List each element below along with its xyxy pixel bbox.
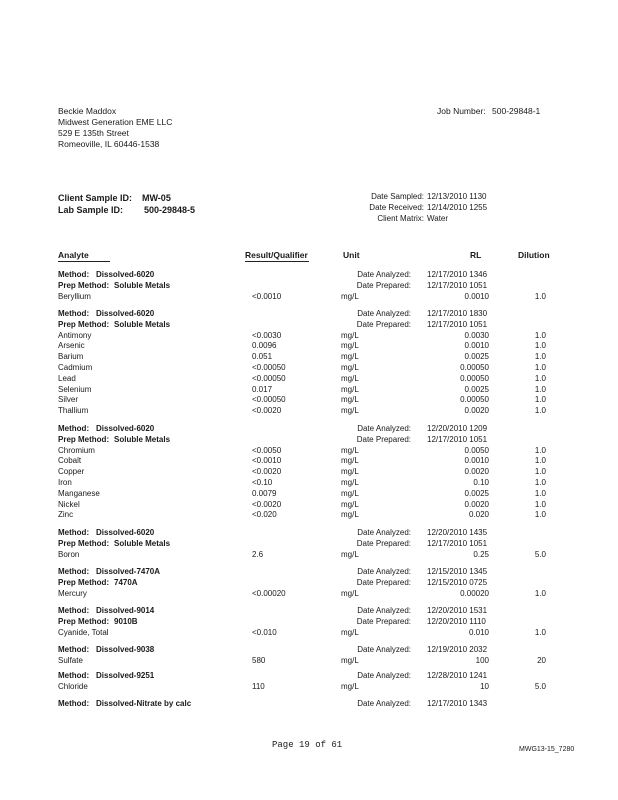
analyte-row: [58, 341, 558, 352]
reporting-limit: 0.0050: [464, 445, 489, 455]
dilution-value: 1.0: [534, 588, 546, 598]
dilution-value: 1.0: [534, 467, 546, 477]
date-analyzed-label: Date Analyzed:: [357, 567, 411, 576]
dilution-value: 1.0: [534, 510, 546, 520]
prep-method-value: Soluble Metals: [114, 319, 171, 329]
method-value: Dissolved-6020: [96, 270, 155, 279]
analyte-row: [58, 589, 558, 600]
analyte-row: [58, 467, 558, 478]
date-analyzed-value: 12/20/2010 1531: [427, 606, 488, 615]
date-prepared-label: Date Prepared:: [356, 280, 411, 290]
dilution-value: 1.0: [534, 341, 546, 351]
prep-method-label: Prep Method:: [58, 434, 110, 444]
method-value: Dissolved-Nitrate by calc: [96, 699, 192, 708]
result-value: <0.0020: [252, 499, 282, 509]
client-street: 529 E 135th Street: [58, 128, 129, 138]
method-line: [58, 606, 558, 617]
client-sample-id-label: Client Sample ID:: [58, 193, 133, 203]
result-value: 0.051: [252, 352, 273, 362]
analyte-name: Boron: [58, 549, 80, 559]
analyte-row: [58, 385, 558, 396]
date-analyzed-label: Date Analyzed:: [357, 645, 411, 654]
result-value: 2.6: [252, 549, 264, 559]
method-line: [58, 309, 558, 320]
unit-value: mg/L: [341, 549, 359, 559]
analyte-row: [58, 446, 558, 457]
unit-value: mg/L: [341, 477, 359, 487]
date-prepared-label: Date Prepared:: [356, 319, 411, 329]
date-analyzed-label: Date Analyzed:: [357, 699, 411, 708]
date-prepared-label: Date Prepared:: [356, 538, 411, 548]
analyte-name: Selenium: [58, 384, 92, 394]
prep-method-value: Soluble Metals: [114, 434, 171, 444]
analyte-name: Cobalt: [58, 456, 82, 466]
result-value: 0.0079: [252, 488, 277, 498]
unit-value: mg/L: [341, 352, 359, 362]
method-group: [58, 270, 558, 302]
unit-value: mg/L: [341, 330, 359, 340]
header-rule: [58, 261, 110, 262]
unit-value: mg/L: [341, 341, 359, 351]
col-rl: RL: [470, 250, 482, 260]
date-prepared-value: 12/17/2010 1051: [427, 434, 488, 444]
method-group: [58, 645, 558, 667]
result-value: 0.017: [252, 384, 273, 394]
reporting-limit: 0.00050: [460, 373, 489, 383]
analyte-name: Copper: [58, 467, 85, 477]
reporting-limit: 0.00050: [460, 362, 489, 372]
dilution-value: 1.0: [534, 627, 546, 637]
dilution-value: 1.0: [534, 330, 546, 340]
method-group: [58, 671, 558, 693]
col-unit: Unit: [343, 250, 360, 260]
reporting-limit: 0.0020: [464, 406, 489, 416]
analyte-row: [58, 489, 558, 500]
result-value: <0.020: [252, 510, 277, 520]
result-value: 580: [252, 655, 266, 665]
date-sampled-label: Date Sampled:: [371, 192, 424, 201]
prep-line: [58, 617, 558, 628]
method-group: [58, 606, 558, 638]
result-value: <0.00020: [252, 588, 286, 598]
prep-method-label: Prep Method:: [58, 280, 110, 290]
col-analyte: Analyte: [58, 250, 89, 260]
date-analyzed-value: 12/20/2010 1435: [427, 528, 488, 537]
analyte-row: [58, 352, 558, 363]
prep-method-label: Prep Method:: [58, 616, 110, 626]
method-group: [58, 528, 558, 560]
prep-method-label: Prep Method:: [58, 319, 110, 329]
date-analyzed-label: Date Analyzed:: [357, 424, 411, 433]
analyte-name: Beryllium: [58, 291, 91, 301]
method-line: [58, 528, 558, 539]
lab-sample-id: [58, 204, 196, 216]
date-prepared-value: 12/17/2010 1051: [427, 280, 488, 290]
date-prepared-value: 12/20/2010 1110: [427, 616, 486, 626]
unit-value: mg/L: [341, 395, 359, 405]
analyte-name: Barium: [58, 352, 84, 362]
date-analyzed-value: 12/28/2010 1241: [427, 671, 488, 680]
reporting-limit: 0.0025: [464, 352, 489, 362]
unit-value: mg/L: [341, 456, 359, 466]
date-analyzed-label: Date Analyzed:: [357, 270, 411, 279]
unit-value: mg/L: [341, 681, 359, 691]
prep-line: [58, 578, 558, 589]
client-city: Romeoville, IL 60446-1538: [58, 139, 160, 149]
result-value: <0.0030: [252, 330, 282, 340]
dilution-value: 1.0: [534, 406, 546, 416]
method-group: [58, 309, 558, 417]
analyte-row: [58, 500, 558, 511]
analyte-name: Zinc: [58, 510, 74, 520]
date-sampled-value: 12/13/2010 1130: [427, 192, 487, 201]
analyte-row: [58, 292, 558, 303]
method-group: [58, 567, 558, 599]
client-company: Midwest Generation EME LLC: [58, 117, 173, 127]
method-label: Method:: [58, 699, 90, 708]
result-value: 110: [252, 681, 265, 691]
analyte-row: [58, 656, 558, 667]
method-value: Dissolved-7470A: [96, 567, 161, 576]
result-value: <0.0020: [252, 406, 282, 416]
date-analyzed-label: Date Analyzed:: [357, 671, 411, 680]
prep-line: [58, 435, 558, 446]
method-value: Dissolved-9038: [96, 645, 155, 654]
method-line: [58, 699, 558, 710]
analyte-name: Mercury: [58, 588, 87, 598]
reporting-limit: 0.020: [468, 510, 489, 520]
method-value: Dissolved-6020: [96, 528, 155, 537]
method-group: [58, 424, 558, 521]
result-value: <0.0050: [252, 445, 282, 455]
unit-value: mg/L: [341, 445, 359, 455]
prep-method-label: Prep Method:: [58, 577, 110, 587]
date-analyzed-value: 12/17/2010 1346: [427, 270, 488, 279]
analyte-name: Sulfate: [58, 655, 83, 665]
reporting-limit: 0.010: [468, 627, 489, 637]
result-value: <0.0020: [252, 467, 282, 477]
client-matrix-value: Water: [427, 213, 449, 223]
result-value: <0.00050: [252, 395, 286, 405]
lab-sample-id-label: Lab Sample ID:: [58, 205, 124, 215]
job-number: [437, 106, 540, 116]
date-analyzed-value: 12/19/2010 2032: [427, 645, 488, 654]
analyte-name: Thallium: [58, 406, 89, 416]
method-line: [58, 270, 558, 281]
result-value: <0.00050: [252, 373, 286, 383]
analyte-row: [58, 456, 558, 467]
analyte-row: [58, 510, 558, 521]
analyte-row: [58, 478, 558, 489]
reporting-limit: 0.0030: [464, 330, 489, 340]
unit-value: mg/L: [341, 373, 359, 383]
method-label: Method:: [58, 567, 90, 576]
dilution-value: 1.0: [534, 373, 546, 383]
analyte-name: Cyanide, Total: [58, 627, 109, 637]
unit-value: mg/L: [341, 291, 359, 301]
analyte-name: Chromium: [58, 445, 95, 455]
date-analyzed-label: Date Analyzed:: [357, 528, 411, 537]
date-prepared-value: 12/17/2010 1051: [427, 319, 488, 329]
client-address: [58, 106, 172, 150]
dilution-value: 1.0: [534, 456, 546, 466]
unit-value: mg/L: [341, 588, 359, 598]
reporting-limit: 0.0010: [464, 456, 489, 466]
date-received-value: 12/14/2010 1255: [427, 202, 488, 212]
result-value: <0.0010: [252, 291, 282, 301]
reporting-limit: 0.0025: [464, 384, 489, 394]
analyte-name: Iron: [58, 477, 72, 487]
dilution-value: 1.0: [534, 477, 546, 487]
prep-method-value: 7470A: [114, 577, 138, 587]
client-sample-id: [58, 192, 171, 204]
unit-value: mg/L: [341, 384, 359, 394]
client-matrix-label: Client Matrix:: [377, 213, 424, 223]
method-label: Method:: [58, 424, 90, 433]
analyte-row: [58, 374, 558, 385]
job-number-label: Job Number:: [437, 106, 486, 116]
date-analyzed-value: 12/17/2010 1343: [427, 699, 488, 708]
unit-value: mg/L: [341, 627, 359, 637]
result-value: <0.0010: [252, 456, 282, 466]
date-prepared-label: Date Prepared:: [356, 577, 411, 587]
reporting-limit: 0.0020: [464, 499, 489, 509]
dilution-value: 1.0: [534, 384, 546, 394]
method-line: [58, 567, 558, 578]
col-result: Result/Qualifier: [245, 250, 308, 260]
analyte-row: [58, 406, 558, 417]
col-dilution: Dilution: [518, 250, 550, 260]
date-prepared-value: 12/17/2010 1051: [427, 538, 488, 548]
page-number: Page 19 of 61: [272, 740, 343, 750]
prep-method-label: Prep Method:: [58, 538, 110, 548]
method-line: [58, 645, 558, 656]
reporting-limit: 0.0010: [464, 291, 489, 301]
dilution-value: 1.0: [534, 445, 546, 455]
analyte-name: Cadmium: [58, 362, 93, 372]
unit-value: mg/L: [341, 406, 359, 416]
analyte-name: Arsenic: [58, 341, 85, 351]
date-prepared-label: Date Prepared:: [356, 434, 411, 444]
dilution-value: 1.0: [534, 499, 546, 509]
method-label: Method:: [58, 309, 90, 318]
method-value: Dissolved-6020: [96, 309, 155, 318]
method-group: [58, 699, 558, 710]
result-value: <0.010: [252, 627, 277, 637]
analyte-row: [58, 363, 558, 374]
method-label: Method:: [58, 671, 90, 680]
method-value: Dissolved-6020: [96, 424, 155, 433]
method-label: Method:: [58, 270, 90, 279]
method-label: Method:: [58, 528, 90, 537]
date-analyzed-value: 12/20/2010 1209: [427, 424, 488, 433]
dilution-value: 5.0: [534, 681, 546, 691]
analyte-row: [58, 628, 558, 639]
prep-method-value: 9010B: [114, 616, 138, 626]
analyte-name: Chloride: [58, 681, 88, 691]
analyte-name: Manganese: [58, 488, 100, 498]
date-prepared-value: 12/15/2010 0725: [427, 577, 488, 587]
result-value: 0.0096: [252, 341, 277, 351]
method-value: Dissolved-9251: [96, 671, 155, 680]
method-value: Dissolved-9014: [96, 606, 155, 615]
reporting-limit: 0.0010: [464, 341, 489, 351]
analyte-name: Lead: [58, 373, 76, 383]
analyte-row: [58, 550, 558, 561]
client-sample-id-value: MW-05: [142, 193, 171, 203]
unit-value: mg/L: [341, 467, 359, 477]
reporting-limit: 0.00020: [460, 588, 489, 598]
unit-value: mg/L: [341, 655, 359, 665]
dilution-value: 1.0: [534, 488, 546, 498]
analyte-row: [58, 682, 558, 693]
method-label: Method:: [58, 606, 90, 615]
method-label: Method:: [58, 645, 90, 654]
lab-sample-id-value: 500-29848-5: [144, 205, 196, 215]
prep-line: [58, 281, 558, 292]
unit-value: mg/L: [341, 499, 359, 509]
dilution-value: 1.0: [534, 362, 546, 372]
date-received-label: Date Received:: [369, 202, 424, 212]
unit-value: mg/L: [341, 488, 359, 498]
dilution-value: 1.0: [534, 291, 546, 301]
prep-method-value: Soluble Metals: [114, 538, 171, 548]
reporting-limit: 0.25: [473, 549, 489, 559]
analyte-row: [58, 395, 558, 406]
prep-method-value: Soluble Metals: [114, 280, 171, 290]
prep-line: [58, 539, 558, 550]
method-line: [58, 671, 558, 682]
date-analyzed-label: Date Analyzed:: [357, 309, 411, 318]
document-code: MWG13-15_7280: [519, 746, 575, 753]
result-value: <0.00050: [252, 362, 286, 372]
method-line: [58, 424, 558, 435]
client-name: Beckie Maddox: [58, 106, 117, 116]
header-rule: [245, 261, 309, 262]
sample-dates: [330, 192, 560, 224]
unit-value: mg/L: [341, 362, 359, 372]
analyte-name: Silver: [58, 395, 79, 405]
dilution-value: 5.0: [534, 549, 546, 559]
reporting-limit: 100: [475, 655, 489, 665]
date-analyzed-value: 12/17/2010 1830: [427, 309, 488, 318]
analyte-name: Nickel: [58, 499, 80, 509]
prep-line: [58, 320, 558, 331]
reporting-limit: 10: [480, 681, 489, 691]
reporting-limit: 0.00050: [460, 395, 489, 405]
job-number-value: 500-29848-1: [492, 106, 541, 116]
dilution-value: 20: [537, 655, 546, 665]
analyte-row: [58, 331, 558, 342]
dilution-value: 1.0: [534, 352, 546, 362]
reporting-limit: 0.0025: [464, 488, 489, 498]
date-analyzed-label: Date Analyzed:: [357, 606, 411, 615]
date-prepared-label: Date Prepared:: [356, 616, 411, 626]
reporting-limit: 0.0020: [464, 467, 489, 477]
result-value: <0.10: [252, 477, 273, 487]
dilution-value: 1.0: [534, 395, 546, 405]
date-analyzed-value: 12/15/2010 1345: [427, 567, 488, 576]
reporting-limit: 0.10: [473, 477, 489, 487]
analyte-name: Antimony: [58, 330, 92, 340]
unit-value: mg/L: [341, 510, 359, 520]
